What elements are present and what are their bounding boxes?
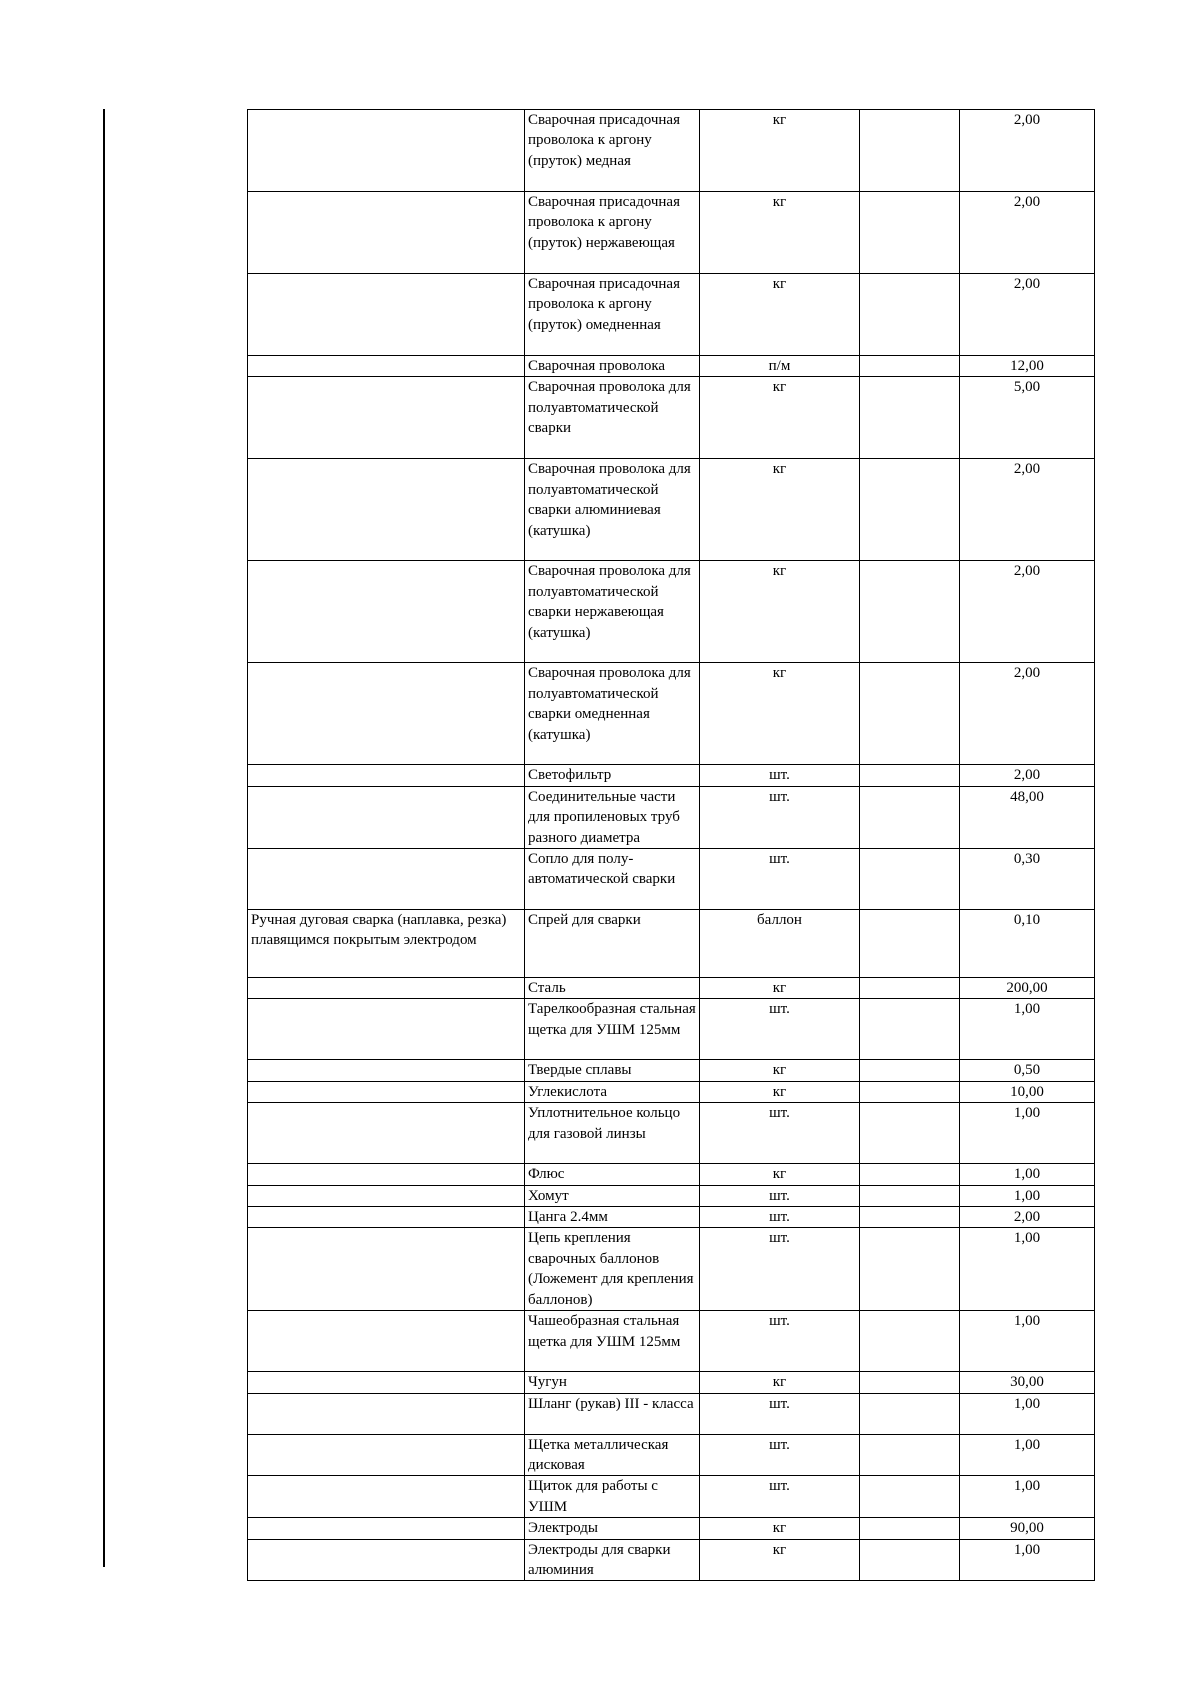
operation-cell	[248, 1164, 525, 1185]
operation-cell	[248, 1060, 525, 1081]
quantity-cell: 1,00	[960, 1185, 1095, 1206]
unit-cell: шт.	[700, 1476, 860, 1518]
table-row	[248, 1311, 1095, 1372]
quantity-cell: 1,00	[960, 1476, 1095, 1518]
material-cell: Сталь	[525, 978, 700, 999]
material-cell: Сварочная проволока для полуавтоматической сварки нержавеющая (катушка)	[525, 561, 700, 663]
quantity-cell: 200,00	[960, 978, 1095, 999]
table-row	[248, 786, 1095, 848]
material-cell: Углекислота	[525, 1081, 700, 1102]
table-row	[248, 192, 1095, 274]
unit-cell: кг	[700, 663, 860, 765]
unit-cell: шт.	[700, 1393, 860, 1434]
material-cell: Светофильтр	[525, 765, 700, 786]
unit-cell: кг	[700, 110, 860, 192]
empty-cell	[860, 1164, 960, 1185]
operation-cell	[248, 1207, 525, 1228]
operation-cell	[248, 192, 525, 274]
material-cell: Хомут	[525, 1185, 700, 1206]
unit-cell: шт.	[700, 1434, 860, 1476]
material-cell: Сварочная присадочная проволока к аргону (пруток) медная	[525, 110, 700, 192]
table-row	[248, 1476, 1095, 1518]
quantity-cell: 1,00	[960, 1393, 1095, 1434]
table-row	[248, 1393, 1095, 1434]
quantity-cell: 1,00	[960, 1228, 1095, 1311]
operation-cell	[248, 765, 525, 786]
operation-cell	[248, 1434, 525, 1476]
operation-cell	[248, 1518, 525, 1539]
material-cell: Сварочная проволока	[525, 356, 700, 377]
quantity-cell: 1,00	[960, 1311, 1095, 1372]
table-row	[248, 1207, 1095, 1228]
quantity-cell: 2,00	[960, 192, 1095, 274]
quantity-cell: 48,00	[960, 786, 1095, 848]
operation-cell	[248, 1103, 525, 1164]
empty-cell	[860, 849, 960, 910]
unit-cell: кг	[700, 1060, 860, 1081]
quantity-cell: 2,00	[960, 1207, 1095, 1228]
operation-cell	[248, 663, 525, 765]
material-cell: Соединительные части для пропиленовых труб разного диаметра	[525, 786, 700, 848]
material-cell: Сварочная присадочная проволока к аргону (пруток) омедненная	[525, 274, 700, 356]
material-cell: Цанга 2.4мм	[525, 1207, 700, 1228]
operation-cell	[248, 1081, 525, 1102]
operation-cell	[248, 1476, 525, 1518]
unit-cell: шт.	[700, 1103, 860, 1164]
empty-cell	[860, 765, 960, 786]
table-row	[248, 1185, 1095, 1206]
quantity-cell: 2,00	[960, 561, 1095, 663]
empty-cell	[860, 1393, 960, 1434]
quantity-cell: 2,00	[960, 765, 1095, 786]
material-cell: Тарелкообразная стальная щетка для УШМ 125мм	[525, 999, 700, 1060]
unit-cell: кг	[700, 561, 860, 663]
table-row	[248, 1434, 1095, 1476]
table-row	[248, 910, 1095, 978]
empty-cell	[860, 274, 960, 356]
quantity-cell: 90,00	[960, 1518, 1095, 1539]
unit-cell: кг	[700, 459, 860, 561]
table-row	[248, 1081, 1095, 1102]
materials-table-body	[248, 110, 1095, 1581]
table-row	[248, 1518, 1095, 1539]
unit-cell: кг	[700, 978, 860, 999]
unit-cell: кг	[700, 1539, 860, 1581]
unit-cell: шт.	[700, 1207, 860, 1228]
unit-cell: п/м	[700, 356, 860, 377]
unit-cell: кг	[700, 274, 860, 356]
table-row	[248, 110, 1095, 192]
material-cell: Чугун	[525, 1372, 700, 1393]
quantity-cell: 5,00	[960, 377, 1095, 459]
material-cell: Щиток для работы с УШМ	[525, 1476, 700, 1518]
operation-cell	[248, 1393, 525, 1434]
quantity-cell: 1,00	[960, 999, 1095, 1060]
operation-cell	[248, 1372, 525, 1393]
unit-cell: шт.	[700, 999, 860, 1060]
empty-cell	[860, 1539, 960, 1581]
unit-cell: кг	[700, 1081, 860, 1102]
materials-table	[247, 109, 1095, 1581]
empty-cell	[860, 1081, 960, 1102]
empty-cell	[860, 1476, 960, 1518]
empty-cell	[860, 1060, 960, 1081]
operation-cell	[248, 1539, 525, 1581]
empty-cell	[860, 561, 960, 663]
empty-cell	[860, 999, 960, 1060]
table-row	[248, 356, 1095, 377]
material-cell: Сварочная проволока для полуавтоматической сварки	[525, 377, 700, 459]
quantity-cell: 2,00	[960, 110, 1095, 192]
quantity-cell: 12,00	[960, 356, 1095, 377]
table-row	[248, 1372, 1095, 1393]
table-row	[248, 849, 1095, 910]
table-row	[248, 978, 1095, 999]
material-cell: Уплотнительное кольцо для газовой линзы	[525, 1103, 700, 1164]
material-cell: Электроды	[525, 1518, 700, 1539]
quantity-cell: 1,00	[960, 1434, 1095, 1476]
empty-cell	[860, 192, 960, 274]
quantity-cell: 1,00	[960, 1539, 1095, 1581]
material-cell: Сварочная проволока для полуавтоматической сварки омедненная (катушка)	[525, 663, 700, 765]
table-row	[248, 459, 1095, 561]
empty-cell	[860, 356, 960, 377]
empty-cell	[860, 1207, 960, 1228]
unit-cell: шт.	[700, 1228, 860, 1311]
empty-cell	[860, 1311, 960, 1372]
empty-cell	[860, 1103, 960, 1164]
material-cell: Чашеобразная стальная щетка для УШМ 125мм	[525, 1311, 700, 1372]
empty-cell	[860, 1228, 960, 1311]
empty-cell	[860, 786, 960, 848]
unit-cell: шт.	[700, 849, 860, 910]
empty-cell	[860, 663, 960, 765]
table-row	[248, 1103, 1095, 1164]
quantity-cell: 2,00	[960, 459, 1095, 561]
material-cell: Шланг (рукав) III - класса	[525, 1393, 700, 1434]
empty-cell	[860, 1185, 960, 1206]
material-cell: Твердые сплавы	[525, 1060, 700, 1081]
table-row	[248, 1228, 1095, 1311]
operation-cell	[248, 786, 525, 848]
operation-cell	[248, 1185, 525, 1206]
unit-cell: баллон	[700, 910, 860, 978]
table-row	[248, 999, 1095, 1060]
unit-cell: кг	[700, 1518, 860, 1539]
unit-cell: шт.	[700, 765, 860, 786]
operation-cell	[248, 978, 525, 999]
table-row	[248, 663, 1095, 765]
quantity-cell: 0,50	[960, 1060, 1095, 1081]
quantity-cell: 0,10	[960, 910, 1095, 978]
table-row	[248, 377, 1095, 459]
table-row	[248, 1164, 1095, 1185]
operation-cell	[248, 459, 525, 561]
material-cell: Флюс	[525, 1164, 700, 1185]
unit-cell: шт.	[700, 1185, 860, 1206]
operation-cell	[248, 1311, 525, 1372]
empty-cell	[860, 459, 960, 561]
material-cell: Сопло для полу-автоматической сварки	[525, 849, 700, 910]
material-cell: Щетка металлическая дисковая	[525, 1434, 700, 1476]
operation-cell	[248, 274, 525, 356]
empty-cell	[860, 110, 960, 192]
unit-cell: кг	[700, 377, 860, 459]
empty-cell	[860, 910, 960, 978]
table-row	[248, 561, 1095, 663]
operation-cell	[248, 561, 525, 663]
unit-cell: кг	[700, 192, 860, 274]
empty-cell	[860, 1372, 960, 1393]
empty-cell	[860, 978, 960, 999]
empty-cell	[860, 1518, 960, 1539]
quantity-cell: 2,00	[960, 274, 1095, 356]
material-cell: Цепь крепления сварочных баллонов (Ложемент для крепления баллонов)	[525, 1228, 700, 1311]
operation-cell	[248, 849, 525, 910]
quantity-cell: 30,00	[960, 1372, 1095, 1393]
empty-cell	[860, 1434, 960, 1476]
empty-cell	[860, 377, 960, 459]
unit-cell: кг	[700, 1372, 860, 1393]
operation-cell	[248, 377, 525, 459]
unit-cell: шт.	[700, 786, 860, 848]
material-cell: Сварочная проволока для полуавтоматической сварки алюминиевая (катушка)	[525, 459, 700, 561]
quantity-cell: 1,00	[960, 1164, 1095, 1185]
table-row	[248, 274, 1095, 356]
operation-cell	[248, 999, 525, 1060]
material-cell: Электроды для сварки алюминия	[525, 1539, 700, 1581]
material-cell: Сварочная присадочная проволока к аргону (пруток) нержавеющая	[525, 192, 700, 274]
left-margin-rule	[103, 109, 105, 1567]
quantity-cell: 10,00	[960, 1081, 1095, 1102]
unit-cell: шт.	[700, 1311, 860, 1372]
table-row	[248, 765, 1095, 786]
quantity-cell: 0,30	[960, 849, 1095, 910]
unit-cell: кг	[700, 1164, 860, 1185]
quantity-cell: 1,00	[960, 1103, 1095, 1164]
operation-cell	[248, 356, 525, 377]
quantity-cell: 2,00	[960, 663, 1095, 765]
operation-cell: Ручная дуговая сварка (наплавка, резка) плавящимся покрытым электродом	[248, 910, 525, 978]
table-row	[248, 1539, 1095, 1581]
operation-cell	[248, 110, 525, 192]
table-row	[248, 1060, 1095, 1081]
operation-cell	[248, 1228, 525, 1311]
material-cell: Спрей для сварки	[525, 910, 700, 978]
